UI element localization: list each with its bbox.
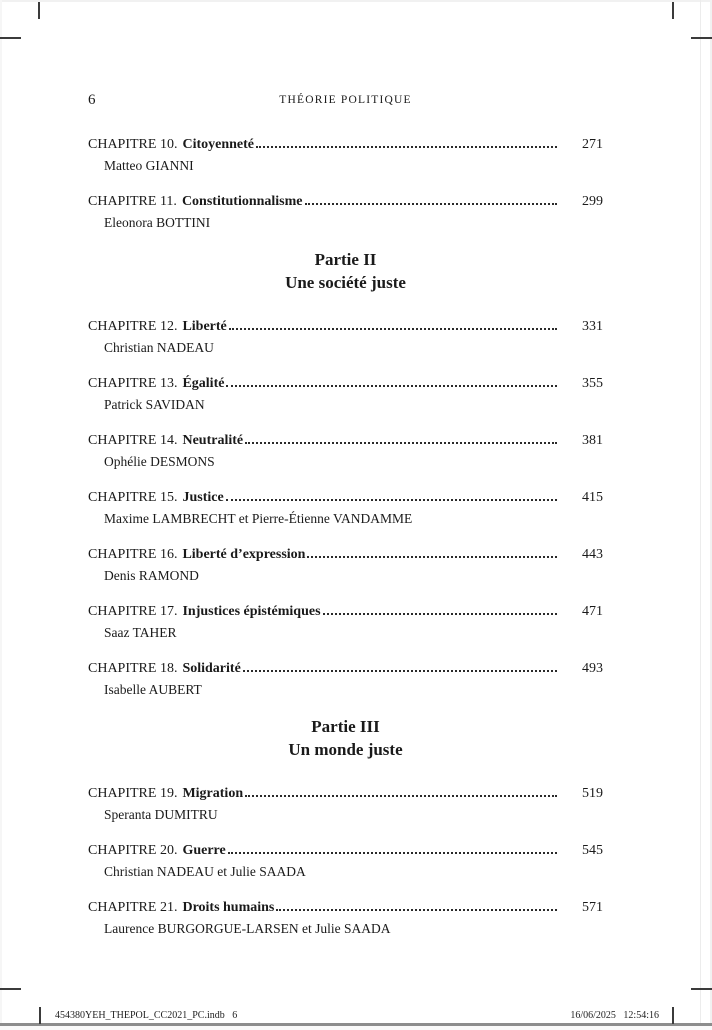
toc-entry-row bbox=[88, 783, 603, 804]
chapter-page-number: 471 bbox=[582, 604, 603, 619]
chapter-authors: Christian NADEAU bbox=[104, 340, 214, 355]
chapter-title: Solidarité bbox=[182, 661, 241, 676]
chapter-label: CHAPITRE 16. bbox=[88, 547, 178, 562]
part-heading bbox=[88, 248, 603, 294]
dot-leader bbox=[245, 442, 557, 444]
dot-leader bbox=[229, 328, 557, 330]
dot-leader bbox=[226, 385, 557, 387]
dot-leader bbox=[305, 203, 557, 205]
chapter-label: CHAPITRE 10. bbox=[88, 137, 178, 152]
chapter-title: Guerre bbox=[182, 843, 226, 858]
chapter-page-number: 571 bbox=[582, 900, 603, 915]
toc-entry bbox=[88, 430, 603, 472]
chapter-page-number: 519 bbox=[582, 786, 603, 801]
crop-mark-top-right-vertical bbox=[672, 2, 674, 19]
toc-entry-row bbox=[88, 373, 603, 394]
chapter-label: CHAPITRE 20. bbox=[88, 843, 178, 858]
dot-leader bbox=[226, 499, 557, 501]
toc-entry-row bbox=[88, 897, 603, 918]
chapter-title: Neutralité bbox=[182, 433, 244, 448]
toc-entry bbox=[88, 544, 603, 586]
chapter-authors: Laurence BURGORGUE-LARSEN et Julie SAADA bbox=[104, 921, 391, 936]
chapter-authors: Saaz TAHER bbox=[104, 625, 177, 640]
page-top-edge bbox=[0, 0, 712, 2]
chapter-title: Égalité bbox=[182, 376, 225, 391]
dot-leader bbox=[323, 613, 557, 615]
chapter-label: CHAPITRE 15. bbox=[88, 490, 178, 505]
running-head-title: THÉORIE POLITIQUE bbox=[279, 94, 412, 106]
part-heading-title: Une société juste bbox=[285, 273, 406, 292]
chapter-title: Injustices épistémiques bbox=[182, 604, 321, 619]
part-heading bbox=[88, 715, 603, 761]
chapter-page-number: 271 bbox=[582, 137, 603, 152]
chapter-title: Citoyenneté bbox=[182, 137, 254, 152]
toc-entry bbox=[88, 658, 603, 700]
crop-mark-bottom-right-horizontal bbox=[691, 988, 712, 990]
chapter-title: Droits humains bbox=[182, 900, 275, 915]
chapter-authors: Ophélie DESMONS bbox=[104, 454, 215, 469]
toc-entry bbox=[88, 840, 603, 882]
text-block bbox=[88, 92, 603, 954]
chapter-title: Justice bbox=[182, 490, 224, 505]
crop-mark-bottom-right-vertical bbox=[672, 1007, 674, 1024]
dot-leader bbox=[307, 556, 557, 558]
toc-entry bbox=[88, 134, 603, 176]
page-right-shadow-line bbox=[700, 0, 701, 1023]
chapter-page-number: 381 bbox=[582, 433, 603, 448]
toc-entry-row bbox=[88, 316, 603, 337]
chapter-authors: Isabelle AUBERT bbox=[104, 682, 202, 697]
chapter-label: CHAPITRE 18. bbox=[88, 661, 178, 676]
crop-mark-bottom-left-vertical bbox=[39, 1007, 41, 1024]
slug-footer bbox=[55, 1009, 659, 1023]
dot-leader bbox=[245, 795, 557, 797]
chapter-authors: Christian NADEAU et Julie SAADA bbox=[104, 864, 306, 879]
toc-entry-row bbox=[88, 658, 603, 679]
chapter-label: CHAPITRE 21. bbox=[88, 900, 178, 915]
chapter-page-number: 545 bbox=[582, 843, 603, 858]
chapter-label: CHAPITRE 19. bbox=[88, 786, 178, 801]
toc-entry bbox=[88, 373, 603, 415]
toc-entry-row bbox=[88, 430, 603, 451]
toc-entry bbox=[88, 601, 603, 643]
part-heading-title: Un monde juste bbox=[288, 740, 403, 759]
page-left-edge bbox=[0, 0, 2, 1023]
toc-entry bbox=[88, 783, 603, 825]
chapter-authors: Speranta DUMITRU bbox=[104, 807, 218, 822]
toc-entry-row bbox=[88, 487, 603, 508]
chapter-page-number: 299 bbox=[582, 194, 603, 209]
chapter-label: CHAPITRE 13. bbox=[88, 376, 178, 391]
slug-filename: 454380YEH_THEPOL_CC2021_PC.indb 6 bbox=[55, 1010, 238, 1021]
toc-entry bbox=[88, 191, 603, 233]
toc-entry-row bbox=[88, 544, 603, 565]
part-heading-number: Partie III bbox=[311, 717, 380, 736]
chapter-page-number: 415 bbox=[582, 490, 603, 505]
chapter-page-number: 443 bbox=[582, 547, 603, 562]
chapter-authors: Matteo GIANNI bbox=[104, 158, 194, 173]
chapter-authors: Denis RAMOND bbox=[104, 568, 199, 583]
toc-entry-row bbox=[88, 840, 603, 861]
toc-entry bbox=[88, 897, 603, 939]
crop-mark-top-right-horizontal bbox=[691, 37, 712, 39]
dot-leader bbox=[276, 909, 557, 911]
crop-mark-bottom-left-horizontal bbox=[0, 988, 21, 990]
chapter-page-number: 493 bbox=[582, 661, 603, 676]
chapter-title: Constitutionnalisme bbox=[181, 194, 303, 209]
part-heading-number: Partie II bbox=[314, 250, 377, 269]
chapter-authors: Patrick SAVIDAN bbox=[104, 397, 205, 412]
chapter-title: Migration bbox=[182, 786, 244, 801]
toc-entry bbox=[88, 316, 603, 358]
crop-mark-top-left-vertical bbox=[38, 2, 40, 19]
chapter-title: Liberté d’expression bbox=[182, 547, 306, 562]
chapter-title: Liberté bbox=[182, 319, 227, 334]
chapter-page-number: 331 bbox=[582, 319, 603, 334]
chapter-label: CHAPITRE 12. bbox=[88, 319, 178, 334]
chapter-authors: Eleonora BOTTINI bbox=[104, 215, 211, 230]
toc-entry-row bbox=[88, 601, 603, 622]
chapter-label: CHAPITRE 17. bbox=[88, 604, 178, 619]
toc-entry-row bbox=[88, 134, 603, 155]
chapter-authors: Maxime LAMBRECHT et Pierre-Étienne VANDAMME bbox=[104, 511, 413, 526]
dot-leader bbox=[243, 670, 557, 672]
chapter-label: CHAPITRE 11. bbox=[88, 194, 177, 209]
slug-timestamp: 16/06/2025 12:54:16 bbox=[570, 1010, 659, 1021]
dot-leader bbox=[256, 146, 557, 148]
folio-page-number: 6 bbox=[88, 92, 96, 108]
toc-entry-row bbox=[88, 191, 603, 212]
dot-leader bbox=[228, 852, 557, 854]
chapter-page-number: 355 bbox=[582, 376, 603, 391]
crop-mark-top-left-horizontal bbox=[0, 37, 21, 39]
page-bottom-margin bbox=[0, 1026, 712, 1030]
toc-entry bbox=[88, 487, 603, 529]
chapter-label: CHAPITRE 14. bbox=[88, 433, 178, 448]
running-header bbox=[88, 92, 603, 108]
